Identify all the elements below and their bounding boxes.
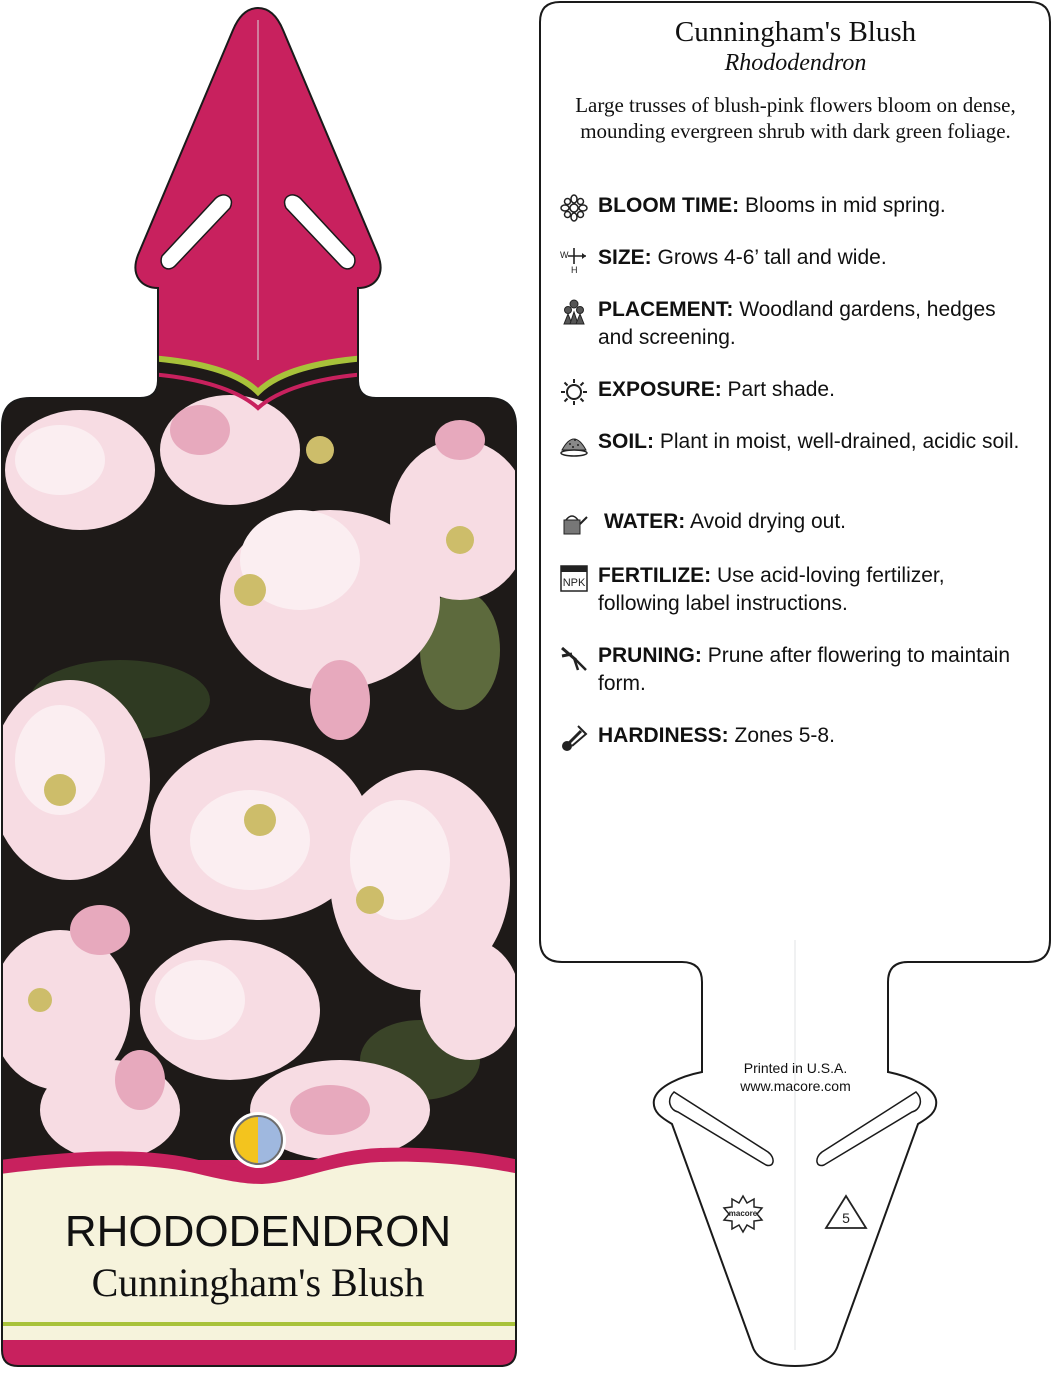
size-arrows-icon — [560, 246, 588, 274]
attribute-soil — [560, 428, 1030, 456]
back-description: Large trusses of blush-pink flowers bloom on dense, mounding evergreen shrub with dark green foliage. — [575, 93, 1016, 143]
exposure-value: Part shade. — [727, 378, 835, 401]
attribute-fertilize — [560, 562, 1030, 618]
attribute-water — [560, 508, 1030, 536]
soil-value: Plant in moist, well-drained, acidic soil. — [659, 430, 1020, 453]
attribute-size — [560, 244, 1030, 272]
placement-label: PLACEMENT: — [598, 298, 734, 321]
pruners-icon — [560, 644, 588, 672]
attribute-pruning — [560, 642, 1030, 698]
size-icon-w: W — [560, 250, 569, 260]
watering-can-icon — [560, 510, 588, 538]
soil-label: SOIL: — [598, 430, 654, 453]
bloom-time-value: Blooms in mid spring. — [745, 194, 946, 217]
back-subtitle: Rhododendron — [724, 50, 867, 76]
website-link[interactable]: www.macore.com — [740, 1078, 851, 1094]
soil-icon — [560, 430, 588, 458]
fertilize-label: FERTILIZE: — [598, 564, 712, 587]
plants-icon — [560, 298, 588, 326]
placement-value: Woodland gardens, hedges and screening. — [598, 298, 996, 349]
size-value: Grows 4-6’ tall and wide. — [657, 246, 887, 269]
bloom-time-label: BLOOM TIME: — [598, 194, 740, 217]
attribute-exposure — [560, 376, 1030, 404]
sun-icon — [560, 378, 588, 406]
hardiness-value: Zones 5-8. — [734, 724, 835, 747]
water-label: WATER: — [604, 510, 686, 533]
water-value: Avoid drying out. — [689, 510, 846, 533]
npk-icon-text: NPK — [562, 577, 586, 589]
front-tag — [0, 0, 520, 1369]
flower-icon — [560, 194, 588, 222]
genus-label: RHODODENDRON — [64, 1207, 452, 1256]
macore-logo-text: macore — [728, 1209, 758, 1218]
printed-in-usa: Printed in U.S.A. — [743, 1060, 848, 1076]
attribute-placement — [560, 296, 1030, 352]
size-icon-h: H — [571, 265, 578, 274]
rhododendron-photo — [0, 360, 520, 1160]
size-label: SIZE: — [598, 246, 652, 269]
fertilize-value: Use acid-loving fertilizer, following label instructions. — [598, 564, 945, 615]
hardiness-label: HARDINESS: — [598, 724, 729, 747]
front-tag-art — [0, 0, 520, 1369]
cultivar-label: Cunningham's Blush — [91, 1260, 425, 1305]
attribute-hardiness — [560, 722, 1030, 750]
back-title: Cunningham's Blush — [674, 16, 917, 48]
pruning-value: Prune after flowering to maintain form. — [598, 644, 1011, 695]
pruning-label: PRUNING: — [598, 644, 702, 667]
attribute-bloom-time — [560, 192, 1030, 220]
npk-bag-icon — [560, 564, 588, 592]
thermometer-icon — [560, 724, 588, 752]
part-shade-circle-icon — [230, 1112, 286, 1168]
recycle-number: 5 — [842, 1210, 850, 1226]
exposure-label: EXPOSURE: — [598, 378, 722, 401]
back-tag — [538, 0, 1053, 1369]
